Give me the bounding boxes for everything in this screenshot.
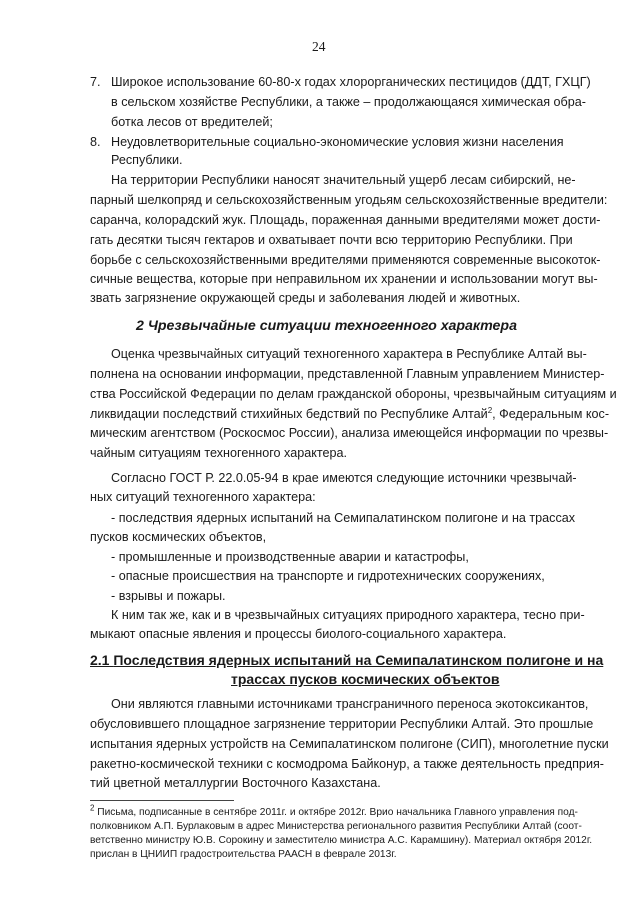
source-item: - опасные происшествия на транспорте и гидротехнических сооружениях, [111,569,545,583]
paragraph-line: испытания ядерных устройств на Семипалатинском полигоне (СИП), многолетние пуски [90,737,609,751]
list-marker-8: 8. [90,135,101,149]
paragraph-line: ных ситуаций техногенного характера: [90,490,316,504]
paragraph-line: Согласно ГОСТ Р. 22.0.05-94 в крае имеются следующие источники чрезвычай- [111,471,577,485]
paragraph-line: мическим агентством (Роскосмос России), анализа имеющейся информации по чрезвы- [90,426,609,440]
paragraph-line: Оценка чрезвычайных ситуаций техногенного характера в Республике Алтай вы- [111,347,587,361]
list-item-8-line: Неудовлетворительные социально-экономические условия жизни населения [111,135,564,149]
footnote-line: прислан в ЦНИИП градостроительства РААСН в феврале 2013г. [90,849,397,860]
subsection-number: 2.1 [90,652,110,668]
footnote-separator [90,800,234,801]
source-item: - взрывы и пожары. [111,589,226,603]
footnote-reference: 2 [487,405,493,415]
footnote-line [90,803,578,819]
paragraph-line: мыкают опасные явления и процессы биолого-социального характера. [90,627,507,641]
paragraph-line: ракетно-космической техники с космодрома Байконур, а также деятельность предприя- [90,757,604,771]
paragraph-line: гать десятки тысяч гектаров и охватывает почти всю территорию Республики. При [90,233,573,247]
paragraph-line: полнена на основании информации, представленной Главным управлением Министер- [90,367,605,381]
list-item-8-line: Республики. [111,153,183,167]
subsection-2-1-heading [90,651,603,669]
paragraph-line: тий цветной металлургии Восточного Казахстана. [90,776,381,790]
footnote-line: ветственно министру Ю.В. Сорокину и заместителю министра А.С. Карамшину). Материал октября 2012г. [90,835,593,846]
list-item-7-line: ботка лесов от вредителей; [111,115,273,129]
paragraph-line: парный шелкопряд и сельскохозяйственным угодьям сельскохозяйственные вредители: [90,193,608,207]
footnote-line: полковником А.П. Бурлаковым в адрес Министерства регионального развития Республики Алтай (соот- [90,821,582,832]
paragraph-line [90,406,609,422]
paragraph-line: На территории Республики наносят значительный ущерб лесам сибирский, не- [111,173,576,187]
paragraph-line: К ним так же, как и в чрезвычайных ситуациях природного характера, тесно при- [111,608,585,622]
list-item-7-line: в сельском хозяйстве Республики, а также – продолжающаяся химическая обра- [111,95,586,109]
paragraph-line: обусловившего площадное загрязнение территории Республики Алтай. Это прошлые [90,717,594,731]
subsection-title: Последствия ядерных испытаний на Семипалатинском полигоне и на [113,652,604,668]
paragraph-line: сичные вещества, которые при неправильном их хранении и использовании могут вы- [90,272,598,286]
paragraph-line: саранча, колорадский жук. Площадь, пораженная данными вредителями может дости- [90,213,601,227]
paragraph-line: борьбе с сельскохозяйственными вредителями применяются современные высокоток- [90,253,601,267]
footnote-marker: 2 [90,803,95,813]
list-marker-7: 7. [90,75,101,89]
paragraph-line: ства Российской Федерации по делам гражданской обороны, чрезвычайным ситуациям и [90,387,617,401]
paragraph-text: , Федеральным кос- [492,407,610,421]
paragraph-text: ликвидации последствий стихийных бедствий по Республике Алтай [90,407,488,421]
source-item: - промышленные и производственные аварии и катастрофы, [111,550,469,564]
source-item: - последствия ядерных испытаний на Семипалатинском полигоне и на трассах [111,511,576,525]
subsection-2-1-heading-line2: трассах пусков космических объектов [231,671,500,687]
page-number: 24 [312,39,326,54]
source-item: пусков космических объектов, [90,530,267,544]
paragraph-line: звать загрязнение окружающей среды и заболевания людей и животных. [90,291,521,305]
list-item-7-line: Широкое использование 60-80-х годах хлорорганических пестицидов (ДДТ, ГХЦГ) [111,75,591,89]
section-2-heading: 2 Чрезвычайные ситуации техногенного характера [136,318,517,334]
paragraph-line: Они являются главными источниками трансграничного переноса экотоксикантов, [111,697,589,711]
footnote-text: Письма, подписанные в сентябре 2011г. и октябре 2012г. Врио начальника Главного управления под- [94,807,578,818]
paragraph-line: чайным ситуациям техногенного характера. [90,446,348,460]
